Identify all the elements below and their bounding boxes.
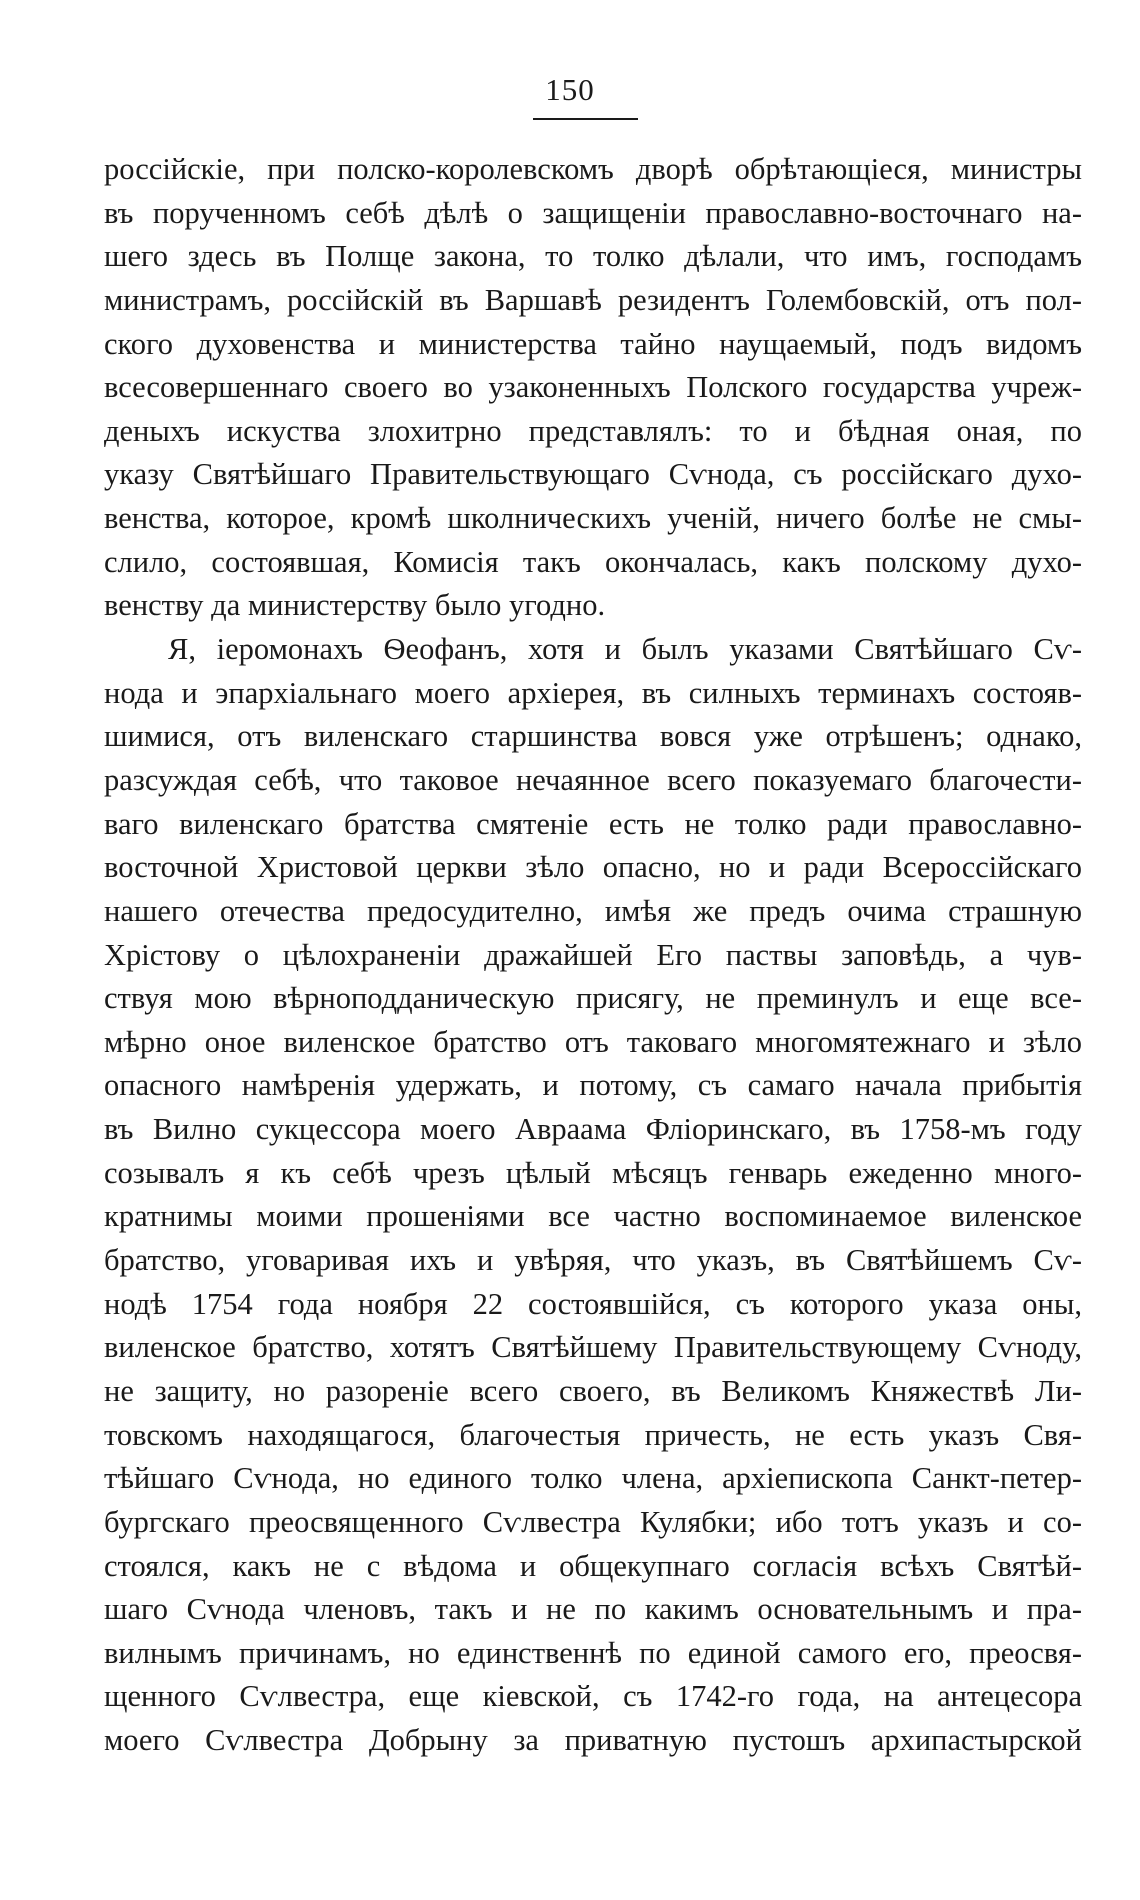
text-line: шимися, отъ виленскаго старшинства вовся уже отрѣшенъ; однако, <box>104 719 1082 754</box>
paragraph-2 <box>104 628 1082 1763</box>
text-line: виленское братство, хотятъ Святѣйшему Правительствующему Сѵноду, <box>104 1330 1082 1365</box>
text-line: шего здесь въ Полще закона, то толко дѣлали, что имъ, господамъ <box>104 239 1082 274</box>
text-line: бургскаго преосвященного Сѵлвестра Кулябки; ибо тотъ указъ и со- <box>104 1504 1082 1539</box>
text-line: вилнымъ причинамъ, но единственнѣ по единой самого его, преосвя- <box>104 1635 1082 1670</box>
page-number: 150 <box>545 72 595 107</box>
text-line: мѣрно оное виленское братство отъ таковаго многомятежнаго и зѣло <box>104 1024 1082 1059</box>
text-line: россійскіе, при полско-королевскомъ дворѣ обрѣтающіеся, министры <box>104 152 1082 186</box>
text-line: въ Вилно сукцессора моего Авраама Фліоринскаго, въ 1758-мъ году <box>104 1112 1082 1147</box>
text-line: шаго Сѵнода членовъ, такъ и не по какимъ основательнымъ и пра- <box>104 1592 1082 1627</box>
text-line: тѣйшаго Сѵнода, но единого толко члена, архіепископа Санкт-петер- <box>104 1461 1082 1496</box>
text-line: венства, которое, кромѣ школническихъ ученій, ничего болѣе не смы- <box>104 501 1082 536</box>
page-number-rule <box>533 118 638 120</box>
text-line: ваго виленскаго братства смятеніе есть не толко ради православно- <box>104 806 1082 841</box>
text-line: слило, состоявшая, Комисія такъ окончалась, какъ полскому духо- <box>104 544 1082 579</box>
text-line: указу Святѣйшаго Правительствующаго Сѵнода, съ россійскаго духо- <box>104 457 1082 492</box>
text-line: опасного намѣренія удержать, и потому, съ самаго начала прибытія <box>104 1068 1082 1103</box>
text-line: ского духовенства и министерства тайно наущаемый, подъ видомъ <box>104 326 1082 361</box>
text-line: венству да министерству было угодно. <box>104 588 606 623</box>
text-line: кратнимы моими прошеніями все частно воспоминаемое виленское <box>104 1199 1082 1234</box>
text-line: созывалъ я къ себѣ чрезъ цѣлый мѣсяцъ генварь ежеденно много- <box>104 1155 1082 1190</box>
text-line: Хрістову о цѣлохраненіи дражайшей Его паствы заповѣдь, а чув- <box>104 937 1082 972</box>
text-line: товскомъ находящагося, благочестыя причесть, не есть указъ Свя- <box>104 1417 1082 1452</box>
text-line: ствуя мою вѣрноподданическую присягу, не преминулъ и еще все- <box>104 981 1082 1016</box>
text-line: разсуждая себѣ, что таковое нечаянное всего показуемаго благочести- <box>104 762 1082 797</box>
text-line: щенного Сѵлвестра, еще кіевской, съ 1742-го года, на антецесора <box>104 1679 1082 1714</box>
text-line: нода и эпархіальнаго моего архіерея, въ силныхъ терминахъ состояв- <box>104 675 1082 710</box>
text-line: стоялся, какъ не с вѣдома и общекупнаго согласія всѣхъ Святѣй- <box>104 1548 1082 1583</box>
body-text <box>104 148 1082 1763</box>
text-line: въ порученномъ себѣ дѣлѣ о защищеніи православно-восточнаго на- <box>104 195 1082 230</box>
text-line: братство, уговаривая ихъ и увѣряя, что указъ, въ Святѣйшемъ Сѵ- <box>104 1243 1082 1278</box>
text-line: всесовершеннаго своего во узаконенныхъ Полского государства учреж- <box>104 370 1082 405</box>
text-line: моего Сѵлвестра Добрыну за приватную пустошъ архипастырской <box>104 1723 1082 1758</box>
text-line: деныхъ искуства злохитрно представлялъ: то и бѣдная оная, по <box>104 413 1082 448</box>
text-line: министрамъ, россійскій въ Варшавѣ резидентъ Голембовскій, отъ пол- <box>104 282 1082 317</box>
text-line: нодѣ 1754 года ноября 22 состоявшійся, съ которого указа оны, <box>104 1286 1082 1321</box>
text-line: Я, іеромонахъ Ѳеофанъ, хотя и былъ указами Святѣйшаго Сѵ- <box>168 632 1082 667</box>
text-line: нашего отечества предосудително, имѣя же предъ очима страшную <box>104 893 1082 928</box>
paragraph-1 <box>104 148 1082 628</box>
text-line: не защиту, но разореніе всего своего, въ Великомъ Княжествѣ Ли- <box>104 1373 1082 1408</box>
text-line: восточной Христовой церкви зѣло опасно, но и ради Всероссійскаго <box>104 850 1082 885</box>
